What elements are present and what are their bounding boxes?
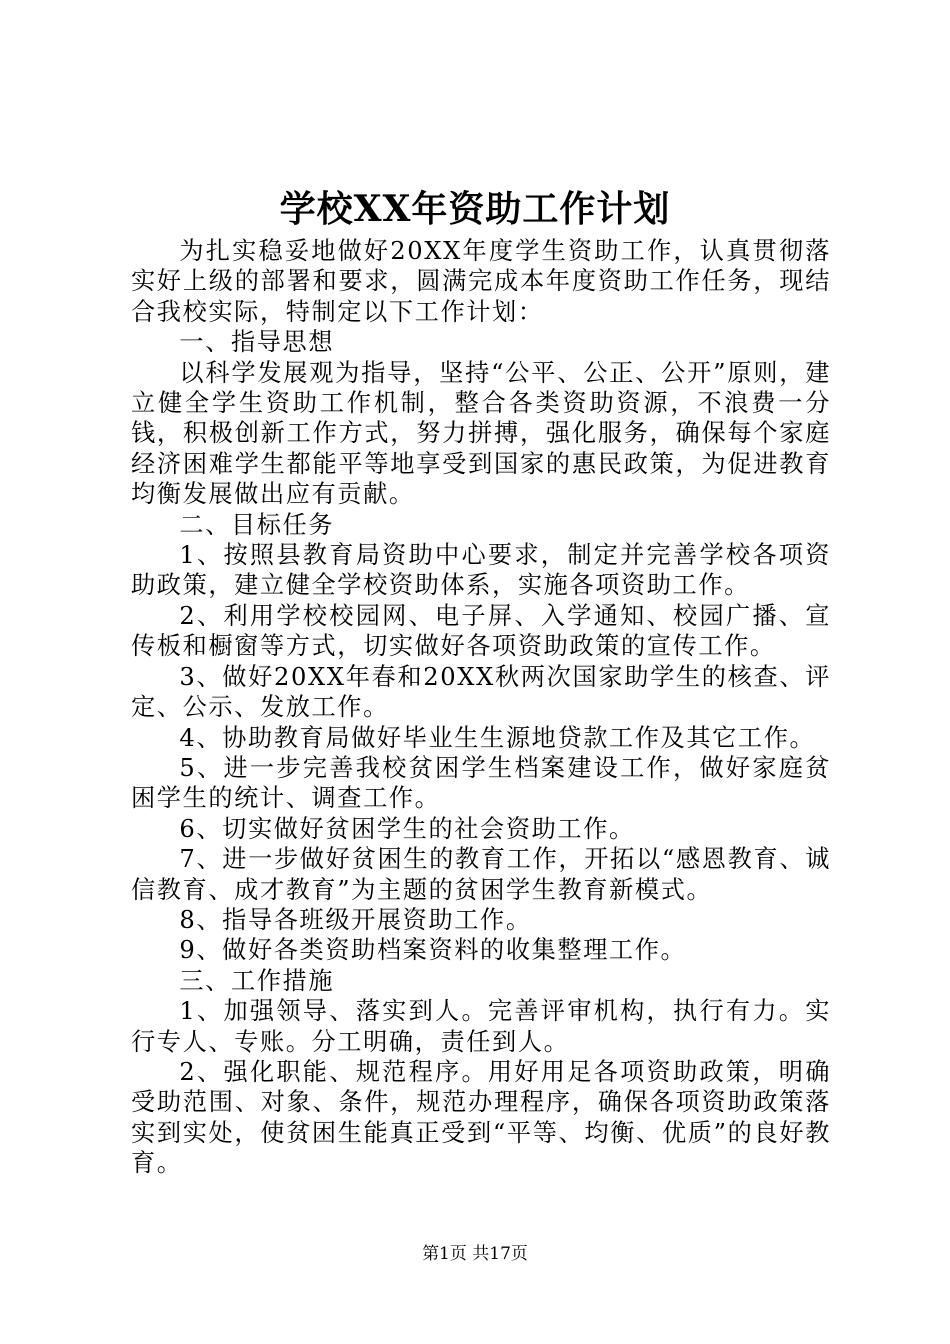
section-heading-measures: 三、工作措施 (179, 966, 335, 995)
goal-item-8: 8、指导各班级开展资助工作。 (179, 905, 532, 934)
page-footer: 第1页 共17页 (422, 1244, 528, 1264)
goal-item-7: 7、进一步做好贫困生的教育工作，开拓以“感恩教育、诚信教育、成才教育”为主题的贫困学生教育新模式。 (131, 845, 831, 904)
goal-item-5: 5、进一步完善我校贫困学生档案建设工作，做好家庭贫困学生的统计、调查工作。 (131, 753, 831, 813)
goal-item-9: 9、做好各类资助档案资料的收集整理工作。 (179, 936, 687, 965)
goal-item-2: 2、利用学校校园网、电子屏、入学通知、校园广播、宣传板和橱窗等方式，切实做好各项资助政策的宣传工作。 (131, 601, 831, 661)
measure-item-2: 2、强化职能、规范程序。用好用足各项资助政策，明确受助范围、对象、条件，规范办理程序，确保各项资助政策落实到实处，使贫困生能真正受到“平等、均衡、优质”的良好教育。 (131, 1057, 831, 1178)
goal-item-1: 1、按照县教育局资助中心要求，制定并完善学校各项资助政策，建立健全学校资助体系，实施各项资助工作。 (131, 541, 831, 600)
paragraph-guiding-ideology: 以科学发展观为指导，坚持“公平、公正、公开”原则，建立健全学生资助工作机制，整合各类资助资源，不浪费一分钱，积极创新工作方式，努力拼搏，强化服务，确保每个家庭经济困难学生都能平等地享受到国家的惠民政策，为促进教育均衡发展做出应有贡献。 (131, 358, 831, 509)
paragraph-intro: 为扎实稳妥地做好20XX年度学生资助工作，认真贯彻落实好上级的部署和要求，圆满完成本年度资助工作任务，现结合我校实际，特制定以下工作计划： (131, 237, 831, 326)
section-heading-goals: 二、目标任务 (179, 510, 335, 539)
section-heading-guiding-ideology: 一、指导思想 (179, 328, 335, 357)
goal-item-6: 6、切实做好贫困学生的社会资助工作。 (179, 814, 635, 843)
measure-item-1: 1、加强领导、落实到人。完善评审机构，执行有力。实行专人、专账。分工明确，责任到人。 (131, 997, 831, 1056)
document-title: 学校XX年资助工作计划 (279, 188, 671, 230)
document-body (131, 236, 831, 1179)
goal-item-4: 4、协助教育局做好毕业生生源地贷款工作及其它工作。 (179, 723, 816, 752)
goal-item-3: 3、做好20XX年春和20XX秋两次国家助学生的核查、评定、公示、发放工作。 (131, 662, 831, 722)
